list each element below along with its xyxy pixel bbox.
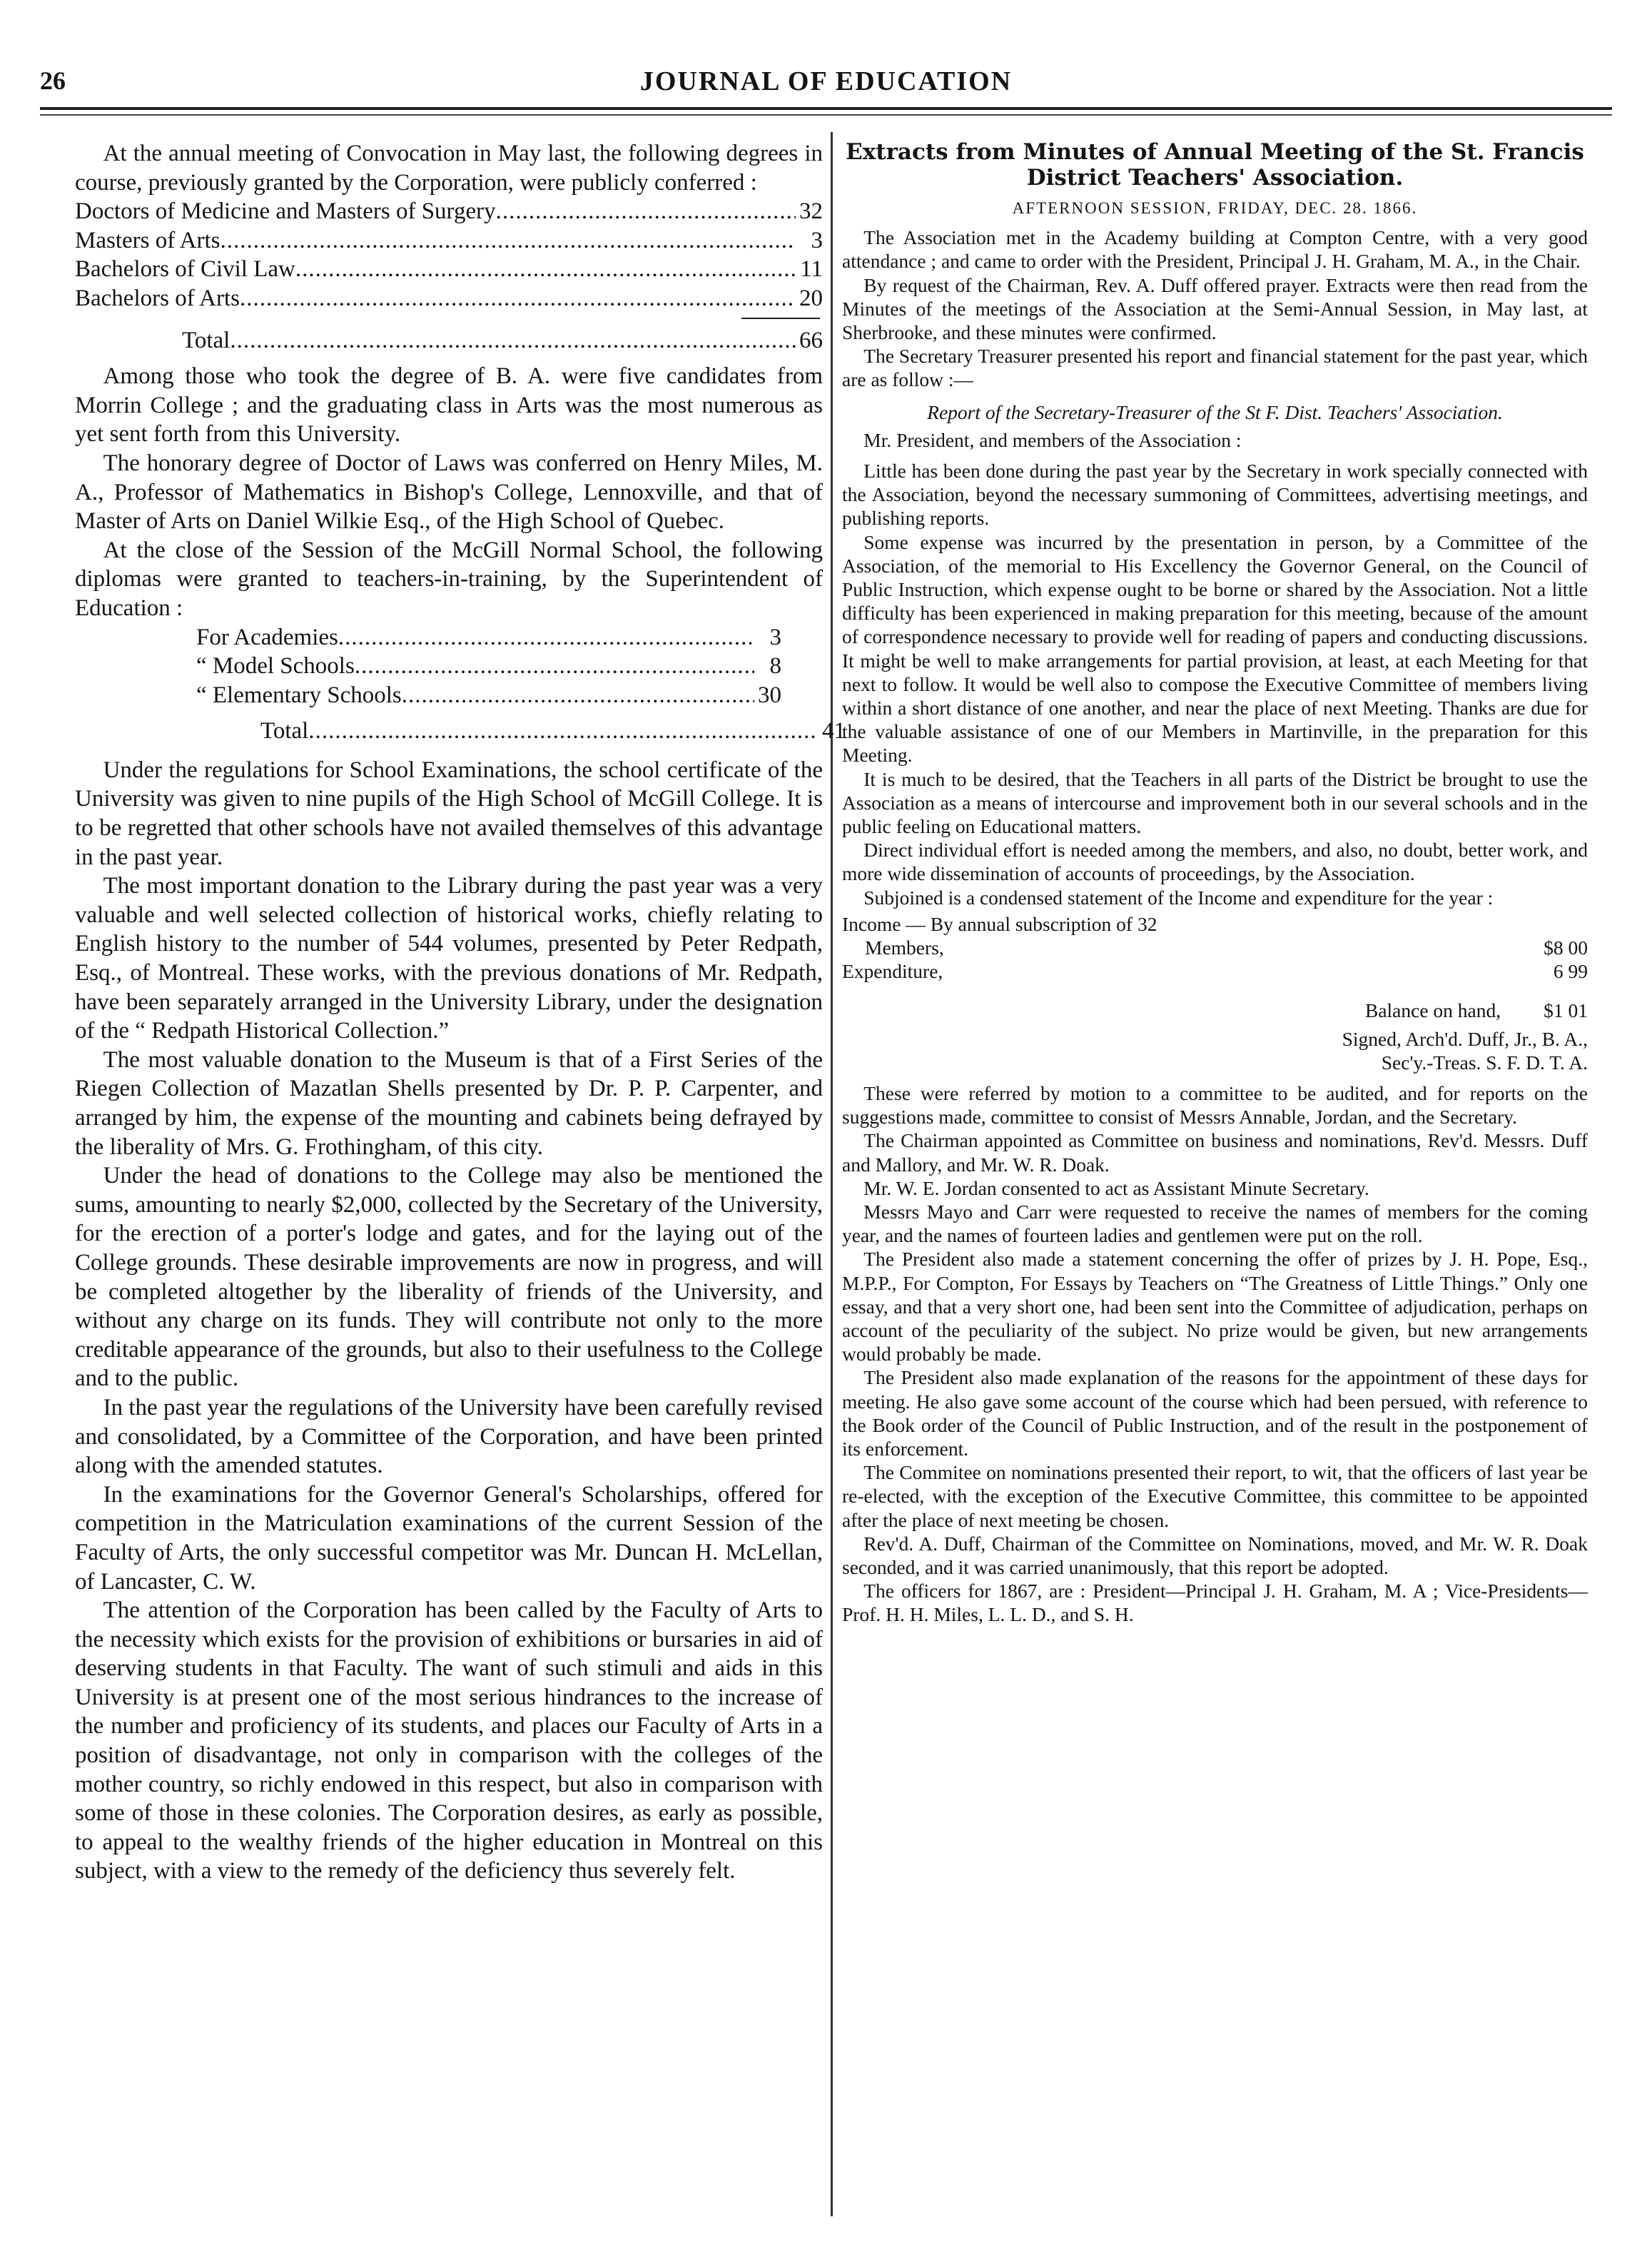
paragraph-school-exams: Under the regulations for School Examinations, the school certificate of the University was given to nine pupils of the High School of McGill College. It is to be regretted that other schools have not availed themselves of this advantage in the past year. (75, 757, 823, 870)
income-amount: $8 00 (1544, 936, 1588, 959)
financial-statement (842, 912, 1588, 1023)
degree-label: Doctors of Medicine and Masters of Surgery (75, 198, 496, 225)
right-column (842, 139, 1588, 1627)
degree-row (75, 226, 823, 256)
minutes-paragraph: The Association met in the Academy building at Compton Centre, with a very good attendance ; and came to order with the President, Principal J. H. Graham, M. A., in the Chair. (842, 226, 1588, 273)
running-head (40, 66, 1612, 100)
diplomas-total (75, 717, 846, 746)
minutes-paragraph: The Chairman appointed as Committee on business and nominations, Rev'd. Messrs. Duff and Mallory, and Mr. W. R. Doak. (842, 1129, 1588, 1176)
diploma-row (196, 623, 781, 652)
diploma-count: 8 (769, 653, 781, 680)
diploma-label: For Academies (196, 624, 338, 650)
degree-label: Masters of Arts (75, 227, 221, 253)
signature-block (842, 1027, 1588, 1074)
report-paragraph: Some expense was incurred by the presentation in person, by a Committee of the Association, of the memorial to His Excellency the Governor General, on the Council of Public Instruction, which expense ought to be borne or shared by the Association. Not a little difficulty has been experienced in making preparation for this meeting, because of the amount of correspondence necessary to provide well for reading of papers and conducting discussions. It might be well to make arrangements for partial provision, at least, at each Meeting for that next to follow. It would be well also to compose the Executive Committee of members living within a short distance of one another, and near the place of next Meeting. Thanks are due for the valuable assistance of one of our Members in Martinville, in the preparation for this Meeting. (842, 530, 1588, 767)
minutes-paragraph: The Secretary Treasurer presented his report and financial statement for the past year, which are as follow :— (842, 345, 1588, 391)
expenditure-amount: 6 99 (1553, 960, 1588, 983)
degrees-total-row (75, 326, 823, 355)
minutes-paragraph: The President also made explanation of the reasons for the appointment of these days for meeting. He also gave some account of the course which had been persued, with reference to the Book order of the Council of Public Instruction, and of the result in the postponement of its enforcement. (842, 1366, 1588, 1460)
total-label: Total (182, 327, 230, 353)
paragraph-normal-school: At the close of the Session of the McGill Normal School, the following diplomas were granted to teachers-in-training, by the Superintendent of Education : (75, 537, 823, 621)
diploma-row (196, 652, 781, 681)
minutes-paragraph: The Commitee on nominations presented their report, to wit, that the officers of last year be re-elected, with the exception of the Executive Committee, this committee to be appointed after the place of next meeting be chosen. (842, 1461, 1588, 1531)
report-paragraph: Subjoined is a condensed statement of the Income and expenditure for the year : (863, 886, 1494, 909)
minutes-paragraph: Mr. W. E. Jordan consented to act as Assistant Minute Secretary. (863, 1176, 1369, 1199)
total-label: Total (260, 718, 309, 744)
sum-rule (741, 318, 820, 319)
degrees-table (75, 197, 823, 355)
expenditure-row (842, 959, 1588, 983)
balance-row (842, 999, 1588, 1022)
minutes-paragraph: Rev'd. A. Duff, Chairman of the Committee on Nominations, moved, and Mr. W. R. Doak seconded, and it was carried unanimously, that this report be adopted. (842, 1532, 1588, 1579)
paragraph-college-grounds: Under the head of donations to the College may also be mentioned the sums, amounting to nearly $2,000, collected by the Secretary of the University, for the erection of a porter's lodge and gates, and for the laying out of the College grounds. These desirable improvements are now in progress, and will be completed altogether by the liberality of friends of the University, and without any charge on its funds. They will contribute not only to the more creditable appearance of the grounds, but also to their usefulness to the College and to the public. (75, 1163, 823, 1392)
report-paragraph: Direct individual effort is needed among the members, and also, no doubt, better work, and more wide dissemination of accounts of proceedings, by the Association. (842, 839, 1588, 885)
convocation-intro: At the annual meeting of Convocation in May last, the following degrees in course, previously granted by the Corporation, were publicly conferred : (75, 141, 823, 196)
article-heading: Extracts from Minutes of Annual Meeting of the St. Francis District Teachers' Association. (846, 139, 1584, 191)
paragraph-scholarships: In the examinations for the Governor General's Scholarships, offered for competition in the Matriculation examinations of the current Session of the Faculty of Arts, the only successful competitor was Mr. Duncan H. McLellan, of Lancaster, C. W. (75, 1481, 823, 1595)
degree-label: Bachelors of Civil Law (75, 256, 295, 283)
expenditure-label: Expenditure, (842, 960, 943, 983)
diplomas-total-row (260, 717, 846, 746)
left-column (75, 139, 846, 1886)
report-paragraph: Little has been done during the past year by the Secretary in work specially connected with the Association, beyond the necessary summoning of Committees, advertising meetings, and publishing reports. (842, 460, 1588, 530)
balance-label: Balance on hand, (1364, 999, 1501, 1022)
degree-count: 32 (799, 198, 823, 225)
header-rule-thin (40, 114, 1612, 116)
page-number: 26 (40, 66, 66, 95)
degree-label: Bachelors of Arts (75, 285, 240, 311)
minutes-paragraph: The officers for 1867, are : President—Principal J. H. Graham, M. A ; Vice-Presidents—Prof. H. H. Miles, L. L. D., and S. H. (842, 1580, 1588, 1626)
degree-row (75, 197, 823, 226)
minutes-paragraph: Messrs Mayo and Carr were requested to receive the names of members for the coming year, and the names of fourteen ladies and gentlemen were put on the roll. (842, 1201, 1588, 1247)
degree-count: 20 (799, 285, 823, 311)
paragraph-morrin: Among those who took the degree of B. A. were five candidates from Morrin College ; and the graduating class in Arts was the most numerous as yet sent forth from this University. (75, 363, 823, 448)
total-count: 41 (822, 718, 846, 744)
diploma-count: 30 (758, 682, 781, 708)
paragraph-faculty-bursaries: The attention of the Corporation has been called by the Faculty of Arts to the necessity which exists for the provision of exhibitions or bursaries in aid of deserving students in that Faculty. The want of such stimuli and aids in this University is at present one of the most serious hindrances to the increase of the number and proficiency of its students, and places our Faculty of Arts in a position of disadvantage, not only in comparison with the colleges of the mother country, so richly endowed in this respect, but also in comparison with some of those in these colonies. The Corporation desires, as early as possible, to appeal to the wealthy friends of the higher education in Montreal on this subject, with a view to the remedy of the deficiency thus severely felt. (75, 1597, 823, 1884)
degree-count: 11 (800, 256, 823, 283)
paragraph-library: The most important donation to the Library during the past year was a very valuable and well selected collection of historical works, chiefly relating to English history to the number of 544 volumes, presented by Peter Redpath, Esq., of Montreal. These works, with the previous donations of Mr. Redpath, have been separately arranged in the University Library, under the designation of the “ Redpath Historical Collection.” (75, 873, 823, 1044)
income-label-cont: Members, (865, 936, 944, 959)
column-divider (831, 132, 833, 2216)
diploma-row (196, 681, 781, 710)
paragraph-statutes: In the past year the regulations of the University have been carefully revised and consolidated, by a Committee of the Corporation, and have been printed along with the amended statutes. (75, 1394, 823, 1479)
income-label: Income — By annual subscription of 32 (842, 912, 1157, 935)
income-row (842, 912, 1588, 936)
header-rule (40, 107, 1612, 110)
session-line: AFTERNOON SESSION, FRIDAY, DEC. 28. 1866. (1012, 199, 1418, 217)
signature-title: Sec'y.-Treas. S. F. D. T. A. (1381, 1051, 1588, 1074)
degree-row (75, 255, 823, 284)
report-title: Report of the Secretary-Treasurer of the St F. Dist. Teachers' Association. (927, 400, 1503, 423)
balance-amount: $1 01 (1544, 999, 1588, 1022)
degree-count: 3 (811, 227, 823, 253)
minutes-paragraph: By request of the Chairman, Rev. A. Duff offered prayer. Extracts were then read from the Minutes of the meetings of the Association at the Semi-Annual Session, in May last, at Sherbrooke, and these minutes were confirmed. (842, 273, 1588, 344)
degree-row (75, 284, 823, 313)
diploma-count: 3 (769, 624, 781, 650)
minutes-paragraph: The President also made a statement concerning the offer of prizes by J. H. Pope, Esq., M.P.P., For Compton, For Essays by Teachers on “The Greatness of Little Things.” Only one essay, and that a very short one, had been sent into the Committee of adjudication, perhaps on account of the peculiarity of the subject. No prize would be given, but new arrangements would probably be made. (842, 1248, 1588, 1365)
diploma-label: “ Model Schools (196, 653, 355, 680)
paragraph-honorary-degree: The honorary degree of Doctor of Laws was conferred on Henry Miles, M. A., Professor of Mathematics in Bishop's College, Lennoxville, and that of Master of Arts on Daniel Wilkie Esq., of the High School of Quebec. (75, 450, 823, 535)
diplomas-table (75, 623, 781, 710)
paragraph-museum: The most valuable donation to the Museum is that of a First Series of the Riegen Collection of Mazatlan Shells presented by Dr. P. P. Carpenter, and arranged by him, the expense of the mounting and cabinets being defrayed by the liberality of Mrs. G. Frothingham, of this city. (75, 1046, 823, 1160)
diploma-label: “ Elementary Schools (196, 682, 402, 708)
minutes-paragraph: These were referred by motion to a committee to be audited, and for reports on the suggestions made, committee to consist of Messrs Annable, Jordan, and the Secretary. (842, 1082, 1588, 1129)
signature-name: Signed, Arch'd. Duff, Jr., B. A., (1342, 1027, 1588, 1050)
income-row-cont (842, 936, 1588, 959)
report-salutation: Mr. President, and members of the Association : (863, 428, 1242, 451)
journal-title: JOURNAL OF EDUCATION (639, 66, 1013, 96)
report-paragraph: It is much to be desired, that the Teachers in all parts of the District be brought to use the Association as a means of intercourse and improvement both in our several schools and in the public feeling on Educational matters. (842, 767, 1588, 838)
total-count: 66 (799, 327, 823, 353)
